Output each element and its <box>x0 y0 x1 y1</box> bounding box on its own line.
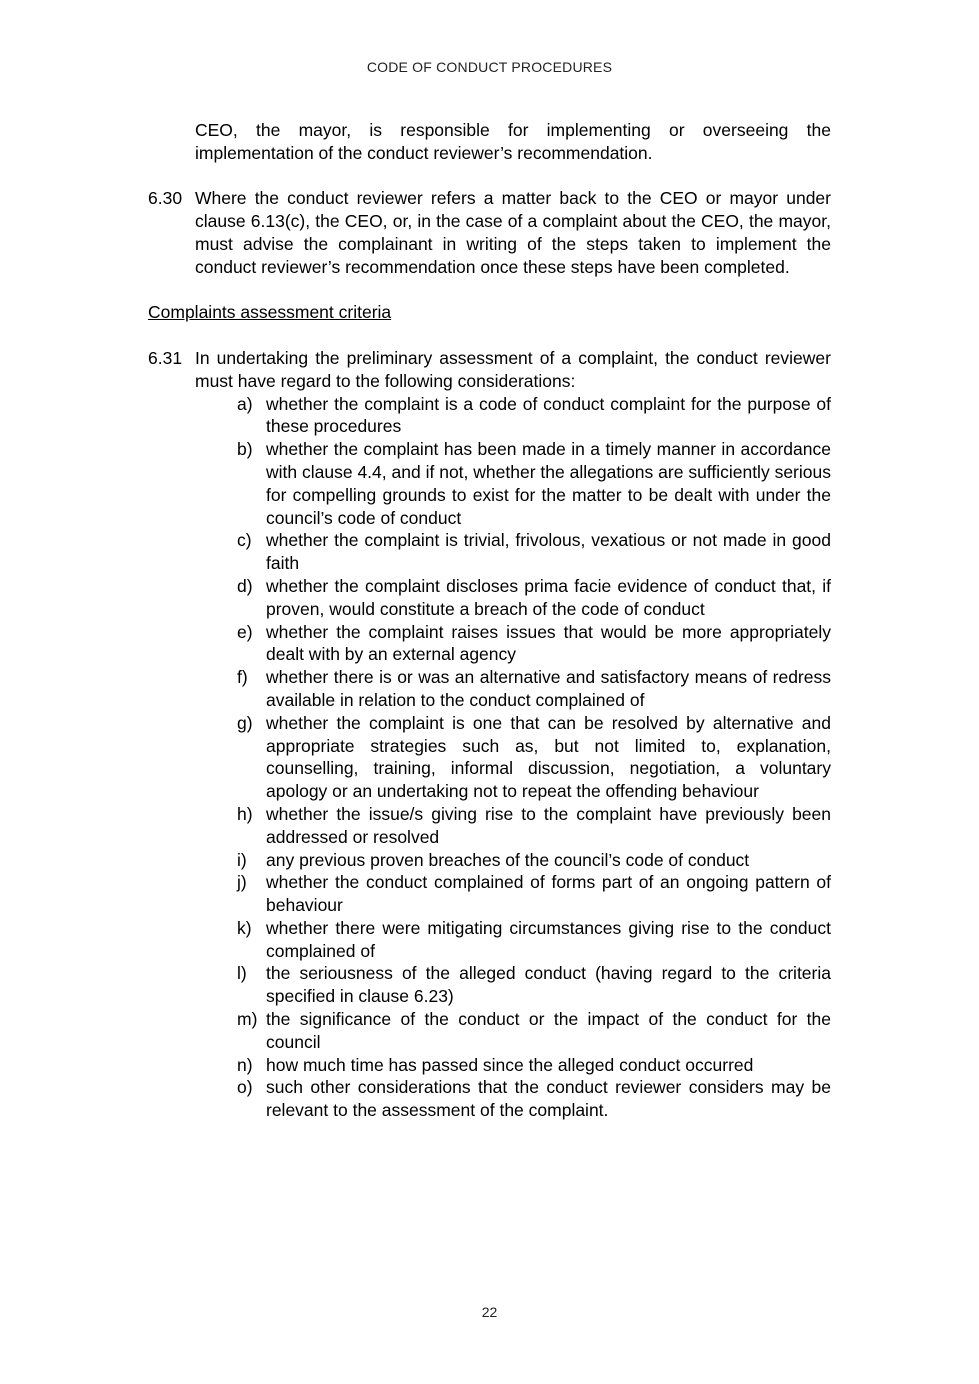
list-item-label: b) <box>237 439 253 460</box>
criteria-list <box>237 393 831 1123</box>
list-item-text: whether the complaint is trivial, frivolous, vexatious or not made in good faith <box>266 530 831 574</box>
list-item <box>237 962 831 1008</box>
list-item-text: whether the issue/s giving rise to the complaint have previously been addressed or resolved <box>266 803 831 847</box>
list-item-label: c) <box>237 530 252 551</box>
list-item-text: the seriousness of the alleged conduct (having regard to the criteria specified in clause 6.23) <box>266 963 831 1007</box>
paragraph-spacer <box>148 165 831 188</box>
list-item <box>237 575 831 621</box>
list-item-text: whether the conduct complained of forms part of an ongoing pattern of behaviour <box>266 872 831 916</box>
list-item-label: k) <box>237 917 252 938</box>
list-item-text: whether the complaint raises issues that would be more appropriately dealt with by an external agency <box>266 621 831 665</box>
list-item-text: whether the complaint has been made in a timely manner in accordance with clause 4.4, and if not, whether the allegations are sufficiently serious for compelling grounds to exist for the matter to be dealt with under the council’s code of conduct <box>266 439 831 528</box>
list-item-text: whether the complaint discloses prima facie evidence of conduct that, if proven, would constitute a breach of the code of conduct <box>266 575 831 619</box>
list-item <box>237 917 831 963</box>
list-item-label: l) <box>237 963 247 984</box>
clause-text: Where the conduct reviewer refers a matter back to the CEO or mayor under clause 6.13(c), the CEO, or, in the case of a complaint about the CEO, the mayor, must advise the complainant in writing of the steps taken to implement the conduct reviewer’s recommendation once these steps have been completed. <box>195 188 831 277</box>
page-number: 22 <box>481 1304 498 1320</box>
list-item-label: h) <box>237 803 253 824</box>
list-item-label: f) <box>237 667 248 688</box>
list-item <box>237 621 831 667</box>
clause-6-30 <box>148 187 831 278</box>
list-item-label: m) <box>237 1009 258 1030</box>
list-item-label: e) <box>237 621 253 642</box>
list-item-label: j) <box>237 872 247 893</box>
list-item <box>237 1054 831 1077</box>
list-item-label: n) <box>237 1054 253 1075</box>
list-item-text: whether the complaint is one that can be resolved by alternative and appropriate strategies such as, but not limited to, explanation, counselling, training, informal discussion, negotiation, a voluntary apology or an undertaking not to repeat the offending behaviour <box>266 712 831 802</box>
document-body <box>148 119 831 1122</box>
paragraph-spacer <box>148 279 831 302</box>
list-item <box>237 871 831 917</box>
list-item <box>237 803 831 849</box>
list-item-label: g) <box>237 712 253 733</box>
list-item <box>237 712 831 803</box>
continuation-paragraph: CEO, the mayor, is responsible for implementing or overseeing the implementation of the conduct reviewer’s recommendation. <box>195 120 831 163</box>
paragraph-spacer <box>148 324 831 347</box>
list-item <box>237 393 831 439</box>
list-item <box>237 666 831 712</box>
list-item <box>237 1008 831 1054</box>
list-item-text: whether the complaint is a code of conduct complaint for the purpose of these procedures <box>266 393 831 437</box>
list-item <box>237 529 831 575</box>
clause-number: 6.30 <box>148 188 183 209</box>
list-item-text: how much time has passed since the alleged conduct occurred <box>266 1054 754 1075</box>
list-item-text: any previous proven breaches of the council’s code of conduct <box>266 849 750 870</box>
section-heading: Complaints assessment criteria <box>148 302 392 323</box>
list-item-text: whether there were mitigating circumstances giving rise to the conduct complained of <box>266 917 831 961</box>
list-item-label: o) <box>237 1077 253 1098</box>
list-item-label: i) <box>237 849 247 870</box>
page-header-title: CODE OF CONDUCT PROCEDURES <box>366 59 613 75</box>
clause-intro: In undertaking the preliminary assessment of a complaint, the conduct reviewer must have regard to the following considerations: <box>195 347 831 391</box>
clause-number: 6.31 <box>148 347 183 368</box>
list-item-label: d) <box>237 575 253 596</box>
list-item-text: whether there is or was an alternative and satisfactory means of redress available in relation to the conduct complained of <box>266 667 831 710</box>
list-item-text: the significance of the conduct or the impact of the conduct for the council <box>266 1009 831 1052</box>
list-item-label: a) <box>237 393 253 414</box>
clause-6-31 <box>148 347 831 393</box>
list-item <box>237 1076 831 1122</box>
list-item-text: such other considerations that the conduct reviewer considers may be relevant to the assessment of the complaint. <box>266 1077 831 1121</box>
list-item <box>237 438 831 529</box>
list-item <box>237 849 831 872</box>
